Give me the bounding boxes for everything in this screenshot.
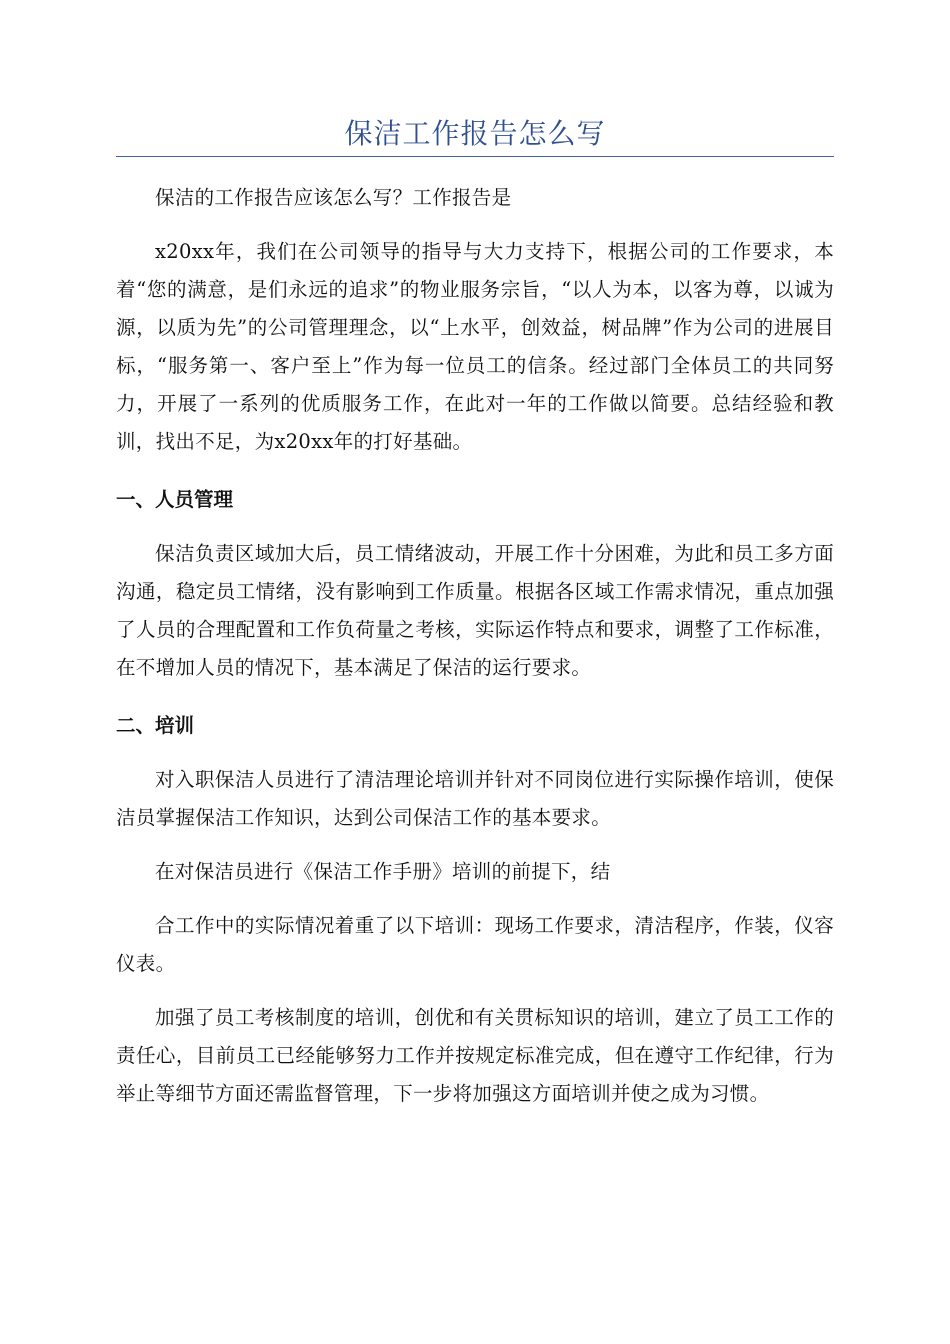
training-paragraph-3: 合工作中的实际情况着重了以下培训：现场工作要求，清洁程序，作装，仪容仪表。 bbox=[116, 914, 834, 975]
title-underline bbox=[116, 156, 834, 157]
document-title: 保洁工作报告怎么写 bbox=[344, 117, 606, 150]
summary-paragraph: x20xx年，我们在公司领导的指导与大力支持下，根据公司的工作要求，本着“您的满意，是们永远的追求”的物业服务宗旨，“以人为本，以客为尊，以诚为源，以质为先”的公司管理理念，以“上水平，创效益，树品牌”作为公司的进展目标，“服务第一、客户至上”作为每一位员工的信条。经过部门全体员工的共同努力，开展了一系列的优质服务工作，在此对一年的工作做以简要。总结经验和教训，找出不足，为x20xx年的打好基础。 bbox=[116, 240, 834, 453]
section-heading-staff-management: 一、人员管理 bbox=[116, 488, 234, 511]
staff-management-paragraph: 保洁负责区域加大后，员工情绪波动，开展工作十分困难，为此和员工多方面沟通，稳定员工情绪，没有影响到工作质量。根据各区域工作需求情况，重点加强了人员的合理配置和工作负荷量之考核，实际运作特点和要求，调整了工作标准，在不增加人员的情况下，基本满足了保洁的运行要求。 bbox=[116, 542, 834, 679]
document-page bbox=[116, 0, 834, 1113]
training-paragraph-2: 在对保洁员进行《保洁工作手册》培训的前提下，结 bbox=[155, 860, 611, 883]
intro-paragraph: 保洁的工作报告应该怎么写？工作报告是 bbox=[155, 186, 512, 209]
training-paragraph-1: 对入职保洁人员进行了清洁理论培训并针对不同岗位进行实际操作培训，使保洁员掌握保洁工作知识，达到公司保洁工作的基本要求。 bbox=[116, 768, 834, 829]
section-heading-training: 二、培训 bbox=[116, 714, 195, 737]
training-paragraph-4: 加强了员工考核制度的培训，创优和有关贯标知识的培训，建立了员工工作的责任心，目前员工已经能够努力工作并按规定标准完成，但在遵守工作纪律，行为举止等细节方面还需监督管理，下一步将加强这方面培训并使之成为习惯。 bbox=[116, 1006, 834, 1105]
